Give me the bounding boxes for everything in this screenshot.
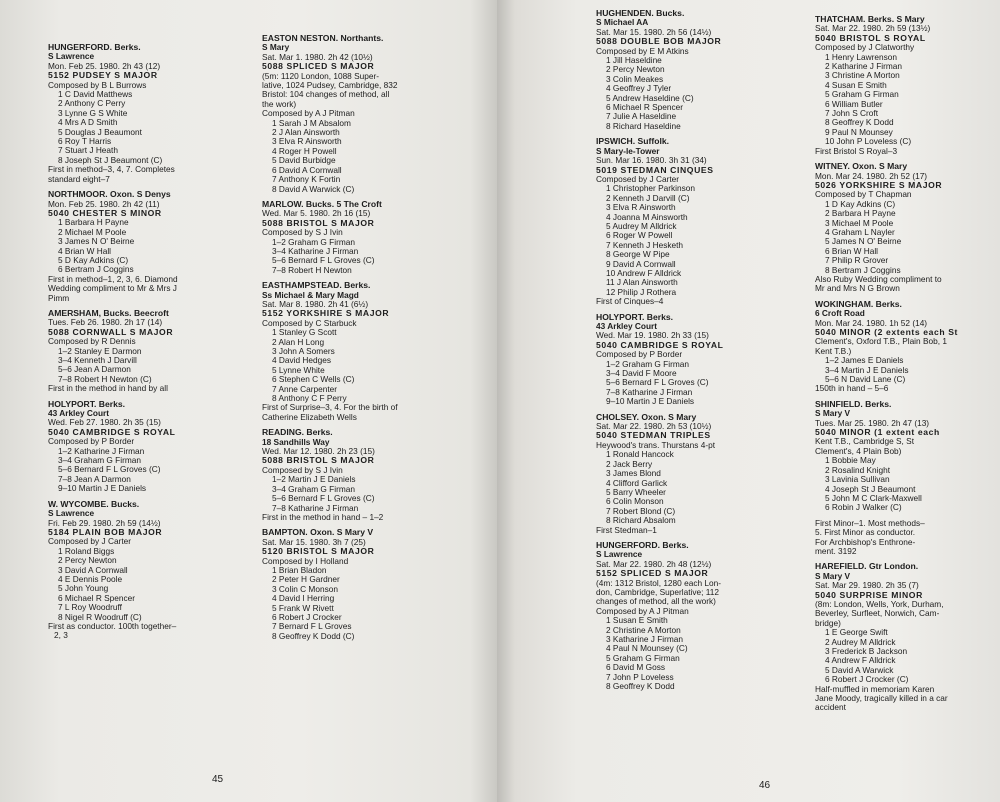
peal-entry xyxy=(596,137,768,306)
location-heading: HOLYPORT. Berks. xyxy=(596,312,674,322)
location-heading: SHINFIELD. Berks. xyxy=(815,399,892,409)
ringer-line: 2 Peter H Gardner xyxy=(272,575,340,585)
method-heading: 5184 PLAIN BOB MAJOR xyxy=(48,527,163,537)
ringer-line: 2 Katharine J Firman xyxy=(825,62,903,72)
ringer-line: 7 Anthony K Fortin xyxy=(272,175,341,185)
ringer-line: 6 Brian W Hall xyxy=(825,246,879,256)
peal-entry xyxy=(262,281,448,422)
text-line: First Bristol S Royal–3 xyxy=(815,146,898,156)
text-line: Wed. Mar 19. 1980. 2h 33 (15) xyxy=(596,331,709,341)
ringer-line: 1 Stanley G Scott xyxy=(272,328,337,338)
method-heading: 5040 CHESTER S MINOR xyxy=(48,208,162,218)
ringer-line: 6 Stephen C Wells (C) xyxy=(272,375,355,385)
peal-entry xyxy=(262,200,448,275)
ringer-line: 6 David M Goss xyxy=(606,663,666,673)
method-heading: 5088 BRISTOL S MAJOR xyxy=(262,456,375,466)
ringer-line: 3 Elva R Ainsworth xyxy=(606,203,676,213)
ringer-line: 1 Barbara H Payne xyxy=(58,218,129,228)
text-line: Composed by R Dennis xyxy=(48,337,136,347)
ringer-line: 3–4 Kenneth J Darvill xyxy=(58,356,137,365)
ringer-line: 5 Frank W Rivett xyxy=(272,603,334,613)
peal-entry xyxy=(48,190,228,303)
location-heading: S Lawrence xyxy=(596,550,643,560)
location-heading: AMERSHAM, Bucks. Beecroft xyxy=(48,308,169,318)
ringer-line: 5 Douglas J Beaumont xyxy=(58,127,142,137)
text-line: Sat. Mar 22. 1980. 2h 59 (13½) xyxy=(815,24,931,34)
ringer-line: 2 Anthony C Perry xyxy=(58,99,126,109)
text-line: Mon. Feb 25. 1980. 2h 42 (11) xyxy=(48,199,160,209)
location-heading: EASTON NESTON. Northants. xyxy=(262,34,384,43)
text-line: Composed by S J Ivin xyxy=(262,465,343,475)
ringer-line: 8 Nigel R Woodruff (C) xyxy=(58,612,142,622)
ringer-line: 7 John P Loveless xyxy=(606,672,674,682)
ringer-line: 6 Colin Monson xyxy=(606,497,664,507)
method-heading: 5088 CORNWALL S MAJOR xyxy=(48,327,174,337)
ringer-line: 2 Percy Newton xyxy=(606,65,665,75)
ringer-line: 5 John Young xyxy=(58,584,109,594)
ringer-line: 7–8 Robert H Newton (C) xyxy=(58,374,152,384)
ringer-line: 6 Roger W Powell xyxy=(606,231,673,241)
method-heading: 5040 STEDMAN TRIPLES xyxy=(596,431,711,441)
location-heading: HUNGERFORD. Berks. xyxy=(48,43,141,52)
page-number: 46 xyxy=(759,780,771,791)
location-heading: EASTHAMPSTEAD. Berks. xyxy=(262,281,371,291)
ringer-line: 1 Roland Biggs xyxy=(58,546,115,556)
text-line: don, Cambridge, Superlative; 112 xyxy=(596,587,719,597)
text-line: Also Ruby Wedding compliment to xyxy=(815,274,942,284)
ringer-line: 4 Clifford Garlick xyxy=(606,478,668,488)
text-line: 5. First Minor as conductor. xyxy=(815,528,916,538)
location-heading: S Lawrence xyxy=(48,509,95,519)
text-line: Composed by I Holland xyxy=(262,556,349,566)
location-heading: 6 Croft Road xyxy=(815,309,865,319)
location-heading: NORTHMOOR. Oxon. S Denys xyxy=(48,190,171,200)
text-line: Jane Moody, tragically killed in a car xyxy=(815,694,948,704)
ringer-line: 8 Geoffrey K Dodd (C) xyxy=(272,631,355,641)
method-heading: 5120 BRISTOL S MAJOR xyxy=(262,547,375,557)
peal-entry xyxy=(815,400,998,513)
text-line: lative, 1024 Pudsey, Cambridge, 832 xyxy=(262,81,398,91)
ringer-line: 4 Roger H Powell xyxy=(272,146,337,156)
ringer-line: 3 Frederick B Jackson xyxy=(825,647,908,656)
ringer-line: 6 Robert J Crocker (C) xyxy=(825,675,909,685)
ringer-line: 7–8 Katharine J Firman xyxy=(272,503,359,513)
location-heading: WITNEY. Oxon. S Mary xyxy=(815,162,908,172)
ringer-line: 1 Bobbie May xyxy=(825,456,876,466)
text-line: Tues. Feb 26. 1980. 2h 17 (14) xyxy=(48,318,163,328)
location-heading: CHOLSEY. Oxon. S Mary xyxy=(596,412,697,422)
peal-entry xyxy=(815,300,998,394)
ringer-line: 9–10 Martin J E Daniels xyxy=(606,397,695,407)
ringer-line: 2 Audrey M Alldrick xyxy=(825,637,896,647)
text-line: First as conductor. 100th together– xyxy=(48,621,177,631)
text-line: (8m: London, Wells, York, Durham, xyxy=(815,599,944,609)
ringer-line: 8 Joseph St J Beaumont (C) xyxy=(58,155,163,165)
ringer-line: 7 Philip R Grover xyxy=(825,256,889,266)
location-heading: 43 Arkley Court xyxy=(596,322,658,331)
text-line: Sat. Mar 15. 1980. 3h 7 (25) xyxy=(262,537,366,547)
location-heading: MARLOW. Bucks. 5 The Croft xyxy=(262,199,382,209)
ringer-line: 4 E Dennis Poole xyxy=(58,574,123,584)
ringer-line: 1–2 Martin J E Daniels xyxy=(272,475,356,485)
method-heading: 5026 YORKSHIRE S MAJOR xyxy=(815,180,943,190)
ringer-line: 5 David Burbidge xyxy=(272,156,336,166)
text-line: Composed by S J Ivin xyxy=(262,228,343,238)
text-line: Sat. Mar 22. 1980. 2h 53 (10½) xyxy=(596,422,712,432)
text-line: Clement's, Oxford T.B., Plain Bob, 1 xyxy=(815,337,947,347)
method-heading: 5040 MINOR (1 extent each xyxy=(815,428,940,438)
ringer-line: 4 David Hedges xyxy=(272,356,332,366)
ringer-line: 1 Ronald Hancock xyxy=(606,450,674,460)
ringer-line: 4 Graham L Nayler xyxy=(825,227,895,237)
method-heading: 5040 SURPRISE MINOR xyxy=(815,590,923,600)
location-heading: HAREFIELD. Gtr London. xyxy=(815,562,919,572)
text-line: Beverley, Surfleet, Norwich, Cam- xyxy=(815,609,940,619)
ringer-line: 2 Rosalind Knight xyxy=(825,465,891,475)
right-page xyxy=(497,0,1000,802)
ringer-line: 6 William Butler xyxy=(825,99,883,109)
text-line: (5m: 1120 London, 1088 Super- xyxy=(262,71,380,81)
ringer-line: 1–2 James E Daniels xyxy=(825,356,904,366)
ringer-line: 3 Colin Meakes xyxy=(606,74,664,84)
ringer-line: 3–4 David F Moore xyxy=(606,369,677,379)
ringer-line: 5–6 N David Lane (C) xyxy=(825,375,906,385)
ringer-line: 6 Michael R Spencer xyxy=(58,593,136,603)
text-line: Mon. Mar 24. 1980. 2h 52 (17) xyxy=(815,171,928,181)
text-line: Catherine Elizabeth Wells xyxy=(262,412,357,422)
ringer-line: 7 Stuart J Heath xyxy=(58,146,118,156)
text-line: Kent T.B., Cambridge S, St xyxy=(815,437,914,447)
ringer-line: 2 Kenneth J Darvill (C) xyxy=(606,193,690,203)
method-heading: 5040 CAMBRIDGE S ROYAL xyxy=(596,340,724,350)
ringer-line: 2 Barbara H Payne xyxy=(825,209,896,219)
text-line: Mon. Mar 24. 1980. 1h 52 (14) xyxy=(815,318,928,328)
text-line: Clement's, 4 Plain Bob) xyxy=(815,446,902,456)
ringer-line: 8 Bertram J Coggins xyxy=(825,265,901,275)
peal-entry xyxy=(815,562,998,713)
method-heading: 5019 STEDMAN CINQUES xyxy=(596,165,714,175)
location-heading: Ss Michael & Mary Magd xyxy=(262,290,359,300)
ringer-line: 6 Michael R Spencer xyxy=(606,103,684,113)
text-line: Composed by P Border xyxy=(48,437,135,447)
ringer-line: 7 L Roy Woodruff xyxy=(58,603,122,613)
peal-entry xyxy=(262,528,448,641)
ringer-line: 3–4 Graham G Firman xyxy=(58,456,141,466)
ringer-line: 8 Richard Absalom xyxy=(606,516,676,526)
method-heading: 5152 PUDSEY S MAJOR xyxy=(48,71,158,81)
right-page-column-1 xyxy=(596,9,768,697)
location-heading: WOKINGHAM. Berks. xyxy=(815,299,902,309)
text-line: First Stedman–1 xyxy=(596,525,657,535)
location-heading: HOLYPORT. Berks. xyxy=(48,399,126,409)
ringer-line: 5 Andrew Haseldine (C) xyxy=(606,93,694,103)
ringer-line: 5 D Kay Adkins (C) xyxy=(58,255,129,265)
ringer-line: 7 Bernard F L Groves xyxy=(272,622,352,632)
ringer-line: 3 Elva R Ainsworth xyxy=(272,137,342,147)
ringer-line: 3 Christine A Morton xyxy=(825,71,900,81)
ringer-line: 3 Lavinia Sullivan xyxy=(825,475,890,485)
ringer-line: 8 Geoffrey K Dodd xyxy=(606,682,675,692)
text-line: Composed by E M Atkins xyxy=(596,46,689,56)
ringer-line: 5–6 Jean A Darmon xyxy=(58,365,131,375)
text-line: Half-muffled in memoriam Karen xyxy=(815,684,935,694)
location-heading: S Mary V xyxy=(815,409,851,419)
text-line: Composed by A J Pitman xyxy=(596,606,689,616)
location-heading: READING. Berks. xyxy=(262,428,333,438)
ringer-line: 4 David I Herring xyxy=(272,594,335,604)
ringer-line: 1 Sarah J M Absalom xyxy=(272,118,351,128)
ringer-line: 5–6 Bernard F L Groves (C) xyxy=(272,494,375,504)
text-line: Kent T.B.) xyxy=(815,346,852,356)
text-line: Wed. Mar 5. 1980. 2h 16 (15) xyxy=(262,209,371,219)
location-heading: S Mary V xyxy=(815,571,851,581)
peal-entry xyxy=(596,313,768,407)
peal-entry xyxy=(815,15,998,156)
ringer-line: 1–2 Graham G Firman xyxy=(272,237,355,247)
text-line: First of Surprise–3, 4. For the birth of xyxy=(262,403,398,413)
method-heading: 5088 SPLICED S MAJOR xyxy=(262,62,375,72)
ringer-line: 6 Robert J Crocker xyxy=(272,612,342,622)
method-heading: 5040 MINOR (2 extents each St xyxy=(815,328,959,337)
text-line: Mon. Feb 25. 1980. 2h 43 (12) xyxy=(48,61,161,71)
ringer-line: 1 Henry Lawrenson xyxy=(825,52,897,62)
text-line: First in method–3, 4, 7. Completes xyxy=(48,165,175,175)
ringer-line: 2 Michael M Poole xyxy=(58,227,127,237)
location-heading: S Lawrence xyxy=(48,52,95,62)
text-line: Mr and Mrs N G Brown xyxy=(815,284,900,294)
text-line: Composed by T Chapman xyxy=(815,190,912,200)
ringer-line: 1 C David Matthews xyxy=(58,90,133,100)
ringer-line: 1 Jill Haseldine xyxy=(606,56,662,66)
ringer-line: 3 Katharine J Firman xyxy=(606,635,684,644)
text-line: Tues. Mar 25. 1980. 2h 47 (13) xyxy=(815,418,930,428)
text-line: Composed by B L Burrows xyxy=(48,80,147,90)
ringer-line: 5 Audrey M Alldrick xyxy=(606,221,677,231)
method-heading: 5040 BRISTOL S ROYAL xyxy=(815,33,926,43)
ringer-line: 3–4 Martin J E Daniels xyxy=(825,365,909,375)
ringer-line: 7–8 Katharine J Firman xyxy=(606,387,693,397)
ringer-line: 1 Brian Bladon xyxy=(272,565,327,575)
ringer-line: 4 Geoffrey J Tyler xyxy=(606,84,672,94)
ringer-line: 3 James Blond xyxy=(606,469,661,479)
method-heading: 5040 CAMBRIDGE S ROYAL xyxy=(48,427,176,437)
peal-entry xyxy=(48,309,228,394)
text-line: Fri. Feb 29. 1980. 2h 59 (14½) xyxy=(48,518,161,528)
text-line: Wedding compliment to Mr & Mrs J xyxy=(48,284,177,294)
ringer-line: 8 Richard Haseldine xyxy=(606,121,681,131)
ringer-line: 7–8 Jean A Darmon xyxy=(58,474,131,484)
location-heading: S Mary xyxy=(262,43,290,53)
ringer-line: 1 E George Swift xyxy=(825,628,888,638)
ringer-line: 5–6 Bernard F L Groves (C) xyxy=(606,378,709,388)
text-line: Sat. Mar 8. 1980. 2h 41 (6½) xyxy=(262,299,369,309)
ringer-line: 5 Graham G Firman xyxy=(825,90,899,100)
ringer-line: 2 Jack Berry xyxy=(606,459,653,469)
text-line: bridge) xyxy=(815,618,841,628)
method-heading: 5088 BRISTOL S MAJOR xyxy=(262,218,375,228)
ringer-line: 7 Julie A Haseldine xyxy=(606,112,677,122)
text-line: Sat. Mar 29. 1980. 2h 35 (7) xyxy=(815,581,919,591)
ringer-line: 2 Percy Newton xyxy=(58,556,117,566)
text-line: Composed by J Clatworthy xyxy=(815,43,915,53)
peal-entry xyxy=(815,162,998,294)
text-line: Sat. Mar 15. 1980. 2h 56 (14½) xyxy=(596,27,712,37)
location-heading: W. WYCOMBE. Bucks. xyxy=(48,499,140,509)
ringer-line: 9 Paul N Mounsey xyxy=(825,127,893,137)
ringer-line: 5 David A Warwick xyxy=(825,665,894,675)
page-number: 45 xyxy=(212,774,224,785)
location-heading: BAMPTON. Oxon. S Mary V xyxy=(262,528,374,538)
text-line: Pimm xyxy=(48,293,70,303)
ringer-line: 5 James N O' Beirne xyxy=(825,237,902,247)
ringer-line: 5–6 Bernard F L Groves (C) xyxy=(272,256,375,266)
peal-entry xyxy=(596,541,768,692)
ringer-line: 6 Roy T Harris xyxy=(58,137,112,147)
ringer-line: 3 Lynne G S White xyxy=(58,108,128,118)
ringer-line: 8 Anthony C F Perry xyxy=(272,394,347,404)
text-line: standard eight–7 xyxy=(48,174,110,184)
method-heading: 5152 SPLICED S MAJOR xyxy=(596,569,709,579)
text-line: changes of method, all the work) xyxy=(596,597,716,607)
location-heading: 18 Sandhills Way xyxy=(262,437,330,447)
ringer-line: 4 Andrew F Alldrick xyxy=(825,656,896,666)
text-line: First in the method in hand by all xyxy=(48,384,168,394)
text-line: Composed by J Carter xyxy=(596,174,680,184)
text-line: Wed. Mar 12. 1980. 2h 23 (15) xyxy=(262,447,375,457)
ringer-line: 7 Robert Blond (C) xyxy=(606,506,676,516)
text-line: First in the method in hand – 1–2 xyxy=(262,512,384,522)
ringer-line: 7–8 Robert H Newton xyxy=(272,265,352,275)
text-line: 150th in hand – 5–6 xyxy=(815,384,889,394)
peal-entry xyxy=(48,43,228,184)
ringer-line: 1–2 Stanley E Darmon xyxy=(58,346,142,356)
ringer-line: 11 J Alan Ainsworth xyxy=(606,278,678,288)
ringer-line: 9 David A Cornwall xyxy=(606,259,676,269)
text-line: 2, 3 xyxy=(54,631,68,641)
text-line: Composed by J Carter xyxy=(48,537,132,547)
ringer-line: 3 John A Somers xyxy=(272,347,335,356)
peal-entry xyxy=(262,428,448,522)
ringer-line: 4 Paul N Mounsey (C) xyxy=(606,644,688,654)
left-page-column-1 xyxy=(48,43,228,647)
ringer-line: 12 Philip J Rothera xyxy=(606,287,677,297)
ringer-line: 8 George W Pipe xyxy=(606,250,670,260)
ringer-line: 5 Barry Wheeler xyxy=(606,487,666,497)
location-heading: S Michael AA xyxy=(596,18,649,28)
ringer-line: 4 Brian W Hall xyxy=(58,246,112,256)
ringer-line: 1–2 Katharine J Firman xyxy=(58,446,145,456)
text-line: Composed by C Starbuck xyxy=(262,318,357,328)
ringer-line: 5–6 Bernard F L Groves (C) xyxy=(58,465,161,475)
ringer-line: 3 Colin C Monson xyxy=(272,584,338,594)
text-line: Composed by A J Pitman xyxy=(262,109,355,119)
left-page xyxy=(0,0,497,802)
ringer-line: 6 Robin J Walker (C) xyxy=(825,503,902,513)
ringer-line: 2 Christine A Morton xyxy=(606,625,681,635)
location-heading: S Mary-le-Tower xyxy=(596,146,660,156)
location-heading: HUNGERFORD. Berks. xyxy=(596,540,689,550)
ringer-line: 1 Susan E Smith xyxy=(606,616,668,626)
ringer-line: 7 John S Croft xyxy=(825,109,879,119)
ringer-line: 10 Andrew F Alldrick xyxy=(606,268,682,278)
text-line: First of Cinques–4 xyxy=(596,297,664,307)
location-heading: HUGHENDEN. Bucks. xyxy=(596,9,685,18)
peal-entry xyxy=(262,34,448,194)
peal-entry xyxy=(596,413,768,535)
text-line: accident xyxy=(815,703,846,713)
ringer-line: 4 Joanna M Ainsworth xyxy=(606,212,688,222)
ringer-line: 3–4 Katharine J Firman xyxy=(272,246,359,256)
ringer-line: 5 Lynne White xyxy=(272,365,325,375)
text-line: (4m: 1312 Bristol, 1280 each Lon- xyxy=(596,578,721,588)
ringer-line: 7 Kenneth J Hesketh xyxy=(606,240,684,250)
location-heading: IPSWICH. Suffolk. xyxy=(596,137,670,147)
right-page-column-2 xyxy=(815,15,998,719)
ringer-line: 4 Susan E Smith xyxy=(825,80,887,90)
text-line: Sun. Mar 16. 1980. 3h 31 (34) xyxy=(596,156,707,166)
text-line: Wed. Feb 27. 1980. 2h 35 (15) xyxy=(48,418,161,428)
ringer-line: 3 David A Cornwall xyxy=(58,565,128,575)
ringer-line: 2 Alan H Long xyxy=(272,337,325,347)
peal-entry xyxy=(48,400,228,494)
text-line: Sat. Mar 1. 1980. 2h 42 (10½) xyxy=(262,52,373,62)
ringer-line: 3–4 Graham G Firman xyxy=(272,484,355,494)
ringer-line: 4 Mrs A D Smith xyxy=(58,118,118,128)
ringer-line: 6 David A Cornwall xyxy=(272,165,342,175)
ringer-line: 9–10 Martin J E Daniels xyxy=(58,484,147,494)
ringer-line: 8 David A Warwick (C) xyxy=(272,184,355,194)
text-line: For Archbishop's Enthrone- xyxy=(815,537,916,547)
text-line: Composed by P Border xyxy=(596,350,683,360)
ringer-line: 6 Bertram J Coggins xyxy=(58,265,134,275)
ringer-line: 1 Christopher Parkinson xyxy=(606,184,696,194)
text-line: the work) xyxy=(262,99,297,109)
ringer-line: 1–2 Graham G Firman xyxy=(606,359,689,369)
ringer-line: 1 D Kay Adkins (C) xyxy=(825,199,896,209)
ringer-line: 5 John M C Clark-Maxwell xyxy=(825,493,922,503)
text-line: First Minor–1. Most methods– xyxy=(815,518,925,528)
peal-entry xyxy=(815,519,998,557)
ringer-line: 3 James N O' Beirne xyxy=(58,237,135,247)
ringer-line: 8 Geoffrey K Dodd xyxy=(825,118,894,128)
peal-entry xyxy=(48,500,228,641)
ringer-line: 10 John P Loveless (C) xyxy=(825,137,912,147)
text-line: First in method–1, 2, 3, 6. Diamond xyxy=(48,274,178,284)
location-heading: 43 Arkley Court xyxy=(48,409,110,419)
ringer-line: 2 J Alan Ainsworth xyxy=(272,128,340,138)
text-line: ment. 3192 xyxy=(815,546,857,556)
ringer-line: 4 Joseph St J Beaumont xyxy=(825,484,916,494)
ringer-line: 7 Anne Carpenter xyxy=(272,384,338,394)
text-line: Heywood's trans. Thurstans 4-pt xyxy=(596,440,716,450)
ringer-line: 3 Michael M Poole xyxy=(825,218,894,228)
ringer-line: 5 Graham G Firman xyxy=(606,653,680,663)
text-line: Bristol: 104 changes of method, all xyxy=(262,90,390,100)
method-heading: 5088 DOUBLE BOB MAJOR xyxy=(596,37,722,47)
location-heading: THATCHAM. Berks. S Mary xyxy=(815,15,925,24)
text-line: Sat. Mar 22. 1980. 2h 48 (12½) xyxy=(596,559,712,569)
method-heading: 5152 YORKSHIRE S MAJOR xyxy=(262,309,390,319)
left-page-column-2 xyxy=(262,34,448,647)
peal-entry xyxy=(596,9,768,131)
